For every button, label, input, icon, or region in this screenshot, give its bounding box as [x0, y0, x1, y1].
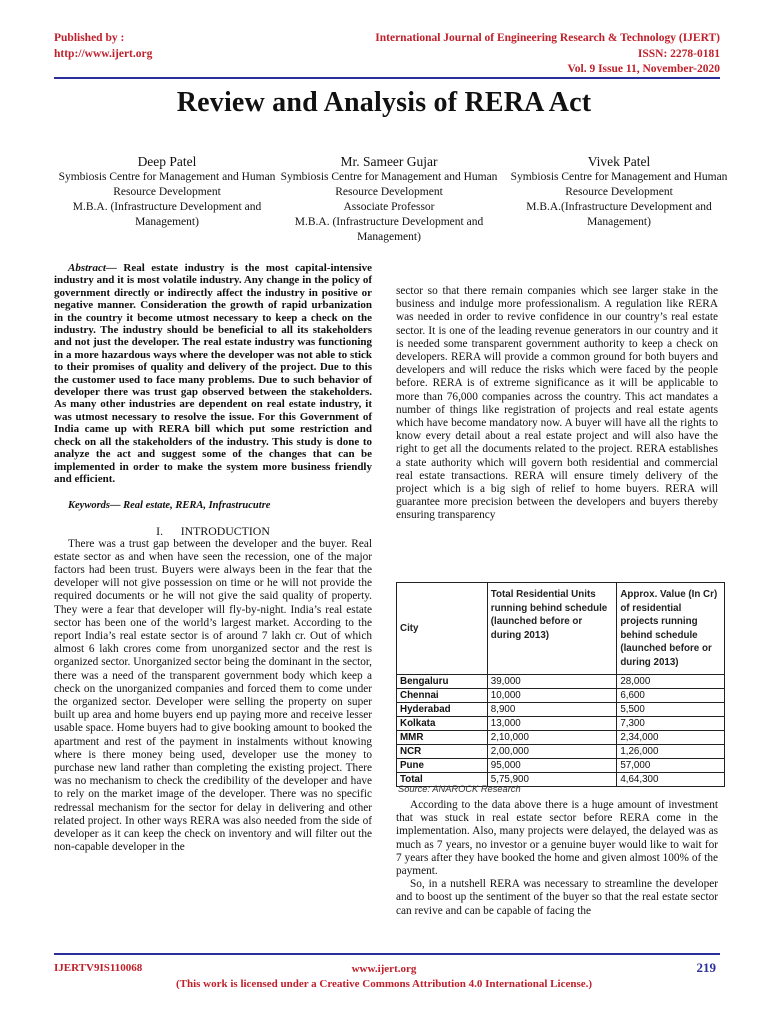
footer-divider [54, 953, 720, 955]
table-cell: 8,900 [487, 703, 617, 717]
published-by: Published by : [54, 32, 125, 44]
author-affiliation: Symbiosis Centre for Management and Human Resource Development [58, 171, 276, 198]
abstract [54, 262, 372, 485]
table-header-cell: Total Residential Units running behind schedule (launched before or during 2013) [487, 583, 617, 675]
table-cell: 39,000 [487, 675, 617, 689]
right-column-bottom [396, 799, 718, 918]
table-cell: 5,500 [617, 703, 725, 717]
table-cell: 10,000 [487, 689, 617, 703]
table-cell: 28,000 [617, 675, 725, 689]
table-cell: 2,34,000 [617, 731, 725, 745]
table-header-cell: Approx. Value (In Cr) of residential projects running behind schedule (launched before or during 2013) [617, 583, 725, 675]
table-cell: 5,75,900 [487, 773, 617, 787]
header-left [54, 31, 152, 62]
table-cell: 57,000 [617, 759, 725, 773]
body-paragraph: So, in a nutshell RERA was necessary to streamline the developer and to boost up the sentiment of the buyer so that the real estate sector can revive and can be capable of facing the [396, 878, 718, 917]
table-cell: 95,000 [487, 759, 617, 773]
author-program: M.B.A. (Infrastructure Development and Management) [72, 201, 262, 228]
section-heading-introduction: I. INTRODUCTION [156, 523, 270, 538]
author-program: M.B.A.(Infrastructure Development and Management) [526, 201, 712, 228]
header-divider [54, 77, 720, 79]
table-cell: NCR [397, 745, 488, 759]
table-row [397, 759, 725, 773]
abstract-label: Abstract— [68, 262, 117, 274]
table-row [397, 703, 725, 717]
table-cell: Bengaluru [397, 675, 488, 689]
left-column [54, 262, 372, 854]
right-column-top [396, 285, 718, 523]
volume-issue: Vol. 9 Issue 11, November-2020 [567, 63, 720, 75]
author-name: Vivek Patel [587, 154, 651, 169]
table-source-note: Source: ANAROCK Research [398, 784, 521, 794]
table-cell: 6,600 [617, 689, 725, 703]
table-header-row [397, 583, 725, 675]
table-header-cell: City [397, 583, 488, 675]
issn: ISSN: 2278-0181 [637, 47, 720, 60]
table-cell: 13,000 [487, 717, 617, 731]
author-name: Mr. Sameer Gujar [340, 154, 438, 169]
license-note: (This work is licensed under a Creative Commons Attribution 4.0 International License.) [175, 977, 593, 990]
paper-id: IJERTV9IS110068 [54, 962, 143, 974]
intro-paragraph: There was a trust gap between the developer and the buyer. Real estate sector as and when have seen the recession, one of the major factors had been trust. Buyers were always been in the fear that the developer will not give possession on time or he will not provide the required documents or he will not give the said quality of property. They were a fear that developer will fly-by-night. India’s real estate sector has been one of the world’s largest market. According to the report India’s real estate sector is of around 7 lakh cr. Out of which almost 6 lakh crores come from unorganized sector and the rest is organized sector. Unorganized sector being the dominant in the sector, there was a need of the transparent government body which keep a check on the unorganized companies and forced them to come under the organized sector. Developer were selling the property on super built up area and home buyers end up paying more and receive lesser usable space. Home buyers had to give booking amount to booked the apartment and rest of the payment in instalments without knowing where is there money being used, developer use the money to purchase new land rather than completing the existing project. There was no mechanism to check the credibility of the developer and have to rely on the market image of the developer. There was no specific redressal mechanism for the sector for delay in delivering and other related project. In other ways RERA was also needed from the side of developer as it can keep the check on inventory and will filter out the non-capable developer in the [54, 537, 372, 854]
author-program: M.B.A. (Infrastructure Development and Management) [294, 216, 484, 243]
table-cell: Pune [397, 759, 488, 773]
author-position: Associate Professor [343, 201, 435, 213]
abstract-text: Real estate industry is the most capital-intensive industry and it is most volatile industry. Any change in the policy of government directly or indirectly affect the industry in positive or negative manner. Consideration the growth of rapid urbanization in the country it become utmost necessary to keep a check on the industry. The industry should be beneficial to all its stakeholders and not just the developer. The real estate industry was functioning in a more hazardous ways where the developer was not able to stick to their promises of quality and delivery of the project. Due to this the customer used to face many problems. Due to such behavior of developer there was trust gap observed between the stakeholders. As many other industries are dependent on real estate industry, it was utmost necessary to resolve the issue. For this Government of India came up with RERA bill which put some restriction and check on all the stakeholders of the industry. This study is done to analyze the act and suggest some of the changes that can be implemented in order to make the system more business friendly and efficient. [54, 262, 372, 485]
author-block-2 [274, 153, 504, 245]
table-row [397, 731, 725, 745]
table-cell: 7,300 [617, 717, 725, 731]
table-cell: Total [397, 773, 488, 787]
author-affiliation: Symbiosis Centre for Management and Human Resource Development [280, 171, 498, 198]
table-cell: Hyderabad [397, 703, 488, 717]
author-name: Deep Patel [137, 154, 197, 169]
table-cell: MMR [397, 731, 488, 745]
body-paragraph: sector so that there remain companies which see larger stake in the business and indulge more professionalism. A regulation like RERA was needed in order to revive confidence in our country’s real estate sector. It is one of the leading revenue generators in our country and it is needed some transparent government authority to keep a check on developers. RERA will provide a common ground for both buyers and developers and will reduce the risks which were faced by the people before. RERA is of extreme significance as it will be applicable to more than 76,000 companies across the country. This act mandates a number of things like registration of projects and real estate agents which have become mandatory now. A buyer will have all the rights to know every detail about a real estate project and will also have the right to get all the documents related to the project. RERA establishes a state authority which will govern both residential and commercial real estate transactions. RERA will ensure timely delivery of the project which is a big sigh of relief to home buyers. RERA will guarantee more precision between the developers and buyers thereby ensuring transparency [396, 285, 718, 522]
table-cell: 2,10,000 [487, 731, 617, 745]
body-paragraph: According to the data above there is a huge amount of investment that was stuck in real estate sector before RERA come in the implementation. Also, many projects were delayed, the delayed was as much as 7 years, no investor or a genuine buyer would like to wait for 7 years after they have booked the home and given almost 100% of the payment. [396, 799, 718, 878]
journal-url-link[interactable]: http://www.ijert.org [54, 47, 153, 60]
table-row [397, 717, 725, 731]
delayed-projects-table [396, 582, 725, 787]
table-cell: 4,64,300 [617, 773, 725, 787]
page-number: 219 [696, 960, 716, 975]
table-cell: Chennai [397, 689, 488, 703]
author-affiliation: Symbiosis Centre for Management and Human Resource Development [510, 171, 728, 198]
author-block-3 [504, 153, 734, 230]
footer-url-link[interactable]: www.ijert.org [351, 963, 417, 975]
header-right [375, 31, 720, 78]
table-cell: 2,00,000 [487, 745, 617, 759]
table-row [397, 689, 725, 703]
table-row [397, 745, 725, 759]
author-block-1 [52, 153, 282, 230]
keywords: Keywords— Real estate, RERA, Infrastrucutre [68, 500, 271, 512]
table-cell: Kolkata [397, 717, 488, 731]
table-row [397, 675, 725, 689]
footer-center [0, 962, 768, 991]
paper-title: Review and Analysis of RERA Act [176, 87, 592, 118]
table-cell: 1,26,000 [617, 745, 725, 759]
journal-name: International Journal of Engineering Research & Technology (IJERT) [375, 32, 720, 44]
